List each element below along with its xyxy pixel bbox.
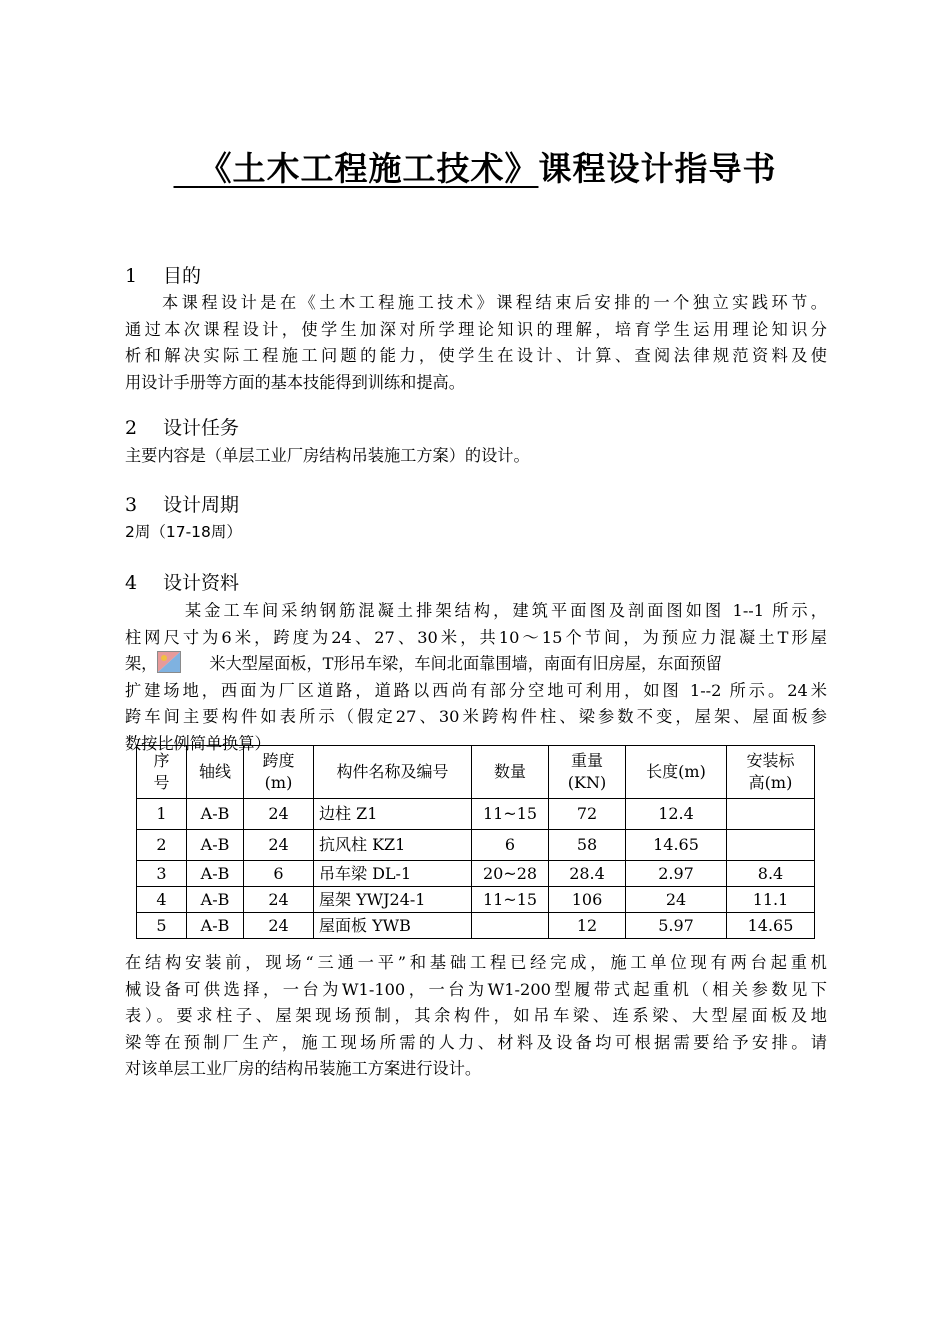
table-cell: 24 bbox=[244, 887, 314, 913]
table-cell: 24 bbox=[244, 913, 314, 939]
table-cell: 吊车梁 DL-1 bbox=[314, 861, 472, 887]
paragraph-line: 某金工车间采纳钢筋混凝土排架结构，建筑平面图及剖面图如图 1--1 所示， bbox=[185, 601, 827, 620]
section-heading-3: 3 设计周期 bbox=[125, 494, 240, 516]
paragraph-line: 柱网尺寸为6米，跨度为24、27、30米，共10～15个节间，为预应力混凝土T形屋 bbox=[125, 627, 827, 647]
table-cell: A-B bbox=[187, 799, 244, 830]
header-cell-span: 跨度 (m) bbox=[244, 746, 314, 799]
header-cell-component: 构件名称及编号 bbox=[314, 746, 472, 799]
paragraph-line: 析和解决实际工程施工问题的能力，使学生在设计、计算、查阅法律规范资料及使 bbox=[125, 346, 827, 366]
table-cell: 11.1 bbox=[727, 887, 815, 913]
section-3-text: 2周（17-18周） bbox=[125, 523, 242, 541]
table-row bbox=[137, 913, 815, 939]
table-cell: 11~15 bbox=[472, 799, 549, 830]
header-cell-weight: 重量 (KN) bbox=[549, 746, 626, 799]
table-cell: 20~28 bbox=[472, 861, 549, 887]
table-cell: 14.65 bbox=[626, 830, 727, 861]
table-cell bbox=[727, 830, 815, 861]
table-cell: A-B bbox=[187, 830, 244, 861]
section-heading-1: 1 目的 bbox=[125, 265, 202, 287]
table-cell: A-B bbox=[187, 861, 244, 887]
table-cell: 5 bbox=[137, 913, 187, 939]
paragraph-line-with-image: 架， 米大型屋面板，T形吊车梁，车间北面靠围墙，南面有旧房屋，东面预留 bbox=[125, 651, 827, 678]
table-cell: 24 bbox=[244, 799, 314, 830]
table-cell bbox=[727, 799, 815, 830]
table-cell: 12.4 bbox=[626, 799, 727, 830]
table-cell: 边柱 Z1 bbox=[314, 799, 472, 830]
section-4-after-table bbox=[125, 950, 827, 1083]
table-cell: 106 bbox=[549, 887, 626, 913]
table-cell: 14.65 bbox=[727, 913, 815, 939]
table-cell: 4 bbox=[137, 887, 187, 913]
table-cell: 24 bbox=[626, 887, 727, 913]
header-cell-elevation: 安装标 高(m) bbox=[727, 746, 815, 799]
paragraph-line: 梁等在预制厂生产，施工现场所需的人力、材料及设备均可根据需要给予安排。请 bbox=[125, 1032, 827, 1052]
table-cell: 58 bbox=[549, 830, 626, 861]
broken-image-icon bbox=[157, 651, 181, 673]
table-cell: 屋架 YWJ24-1 bbox=[314, 887, 472, 913]
section-heading-4: 4 设计资料 bbox=[125, 572, 240, 594]
table-cell: 6 bbox=[472, 830, 549, 861]
section-2-text: 主要内容是（单层工业厂房结构吊装施工方案）的设计。 bbox=[125, 446, 530, 465]
header-cell-length: 长度(m) bbox=[626, 746, 727, 799]
table-cell: 3 bbox=[137, 861, 187, 887]
document-title bbox=[0, 143, 950, 190]
table-cell: 屋面板 YWB bbox=[314, 913, 472, 939]
table-cell: 8.4 bbox=[727, 861, 815, 887]
title-underlined: 《土木工程施工技术》 bbox=[198, 149, 539, 188]
table-cell: 28.4 bbox=[549, 861, 626, 887]
table-cell: A-B bbox=[187, 887, 244, 913]
table-cell: 72 bbox=[549, 799, 626, 830]
table-cell: 1 bbox=[137, 799, 187, 830]
paragraph-line: 本课程设计是在《土木工程施工技术》课程结束后安排的一个独立实践环节。 bbox=[162, 293, 827, 312]
header-cell-quantity: 数量 bbox=[472, 746, 549, 799]
table-header-row bbox=[137, 746, 815, 799]
section-1-paragraph bbox=[125, 290, 827, 396]
table-cell bbox=[472, 913, 549, 939]
table-row bbox=[137, 861, 815, 887]
table-row bbox=[137, 830, 815, 861]
table-cell: 2 bbox=[137, 830, 187, 861]
table-row bbox=[137, 887, 815, 913]
table-cell: A-B bbox=[187, 913, 244, 939]
table-row bbox=[137, 799, 815, 830]
paragraph-line: 数按比例简单换算） bbox=[125, 733, 271, 753]
table-cell: 24 bbox=[244, 830, 314, 861]
section-heading-2: 2 设计任务 bbox=[125, 417, 240, 439]
section-4-paragraph bbox=[125, 598, 827, 758]
header-cell-index: 序 号 bbox=[137, 746, 187, 799]
paragraph-line: 通过本次课程设计，使学生加深对所学理论知识的理解，培育学生运用理论知识分 bbox=[125, 319, 827, 339]
component-table bbox=[136, 745, 815, 939]
paragraph-line: 用设计手册等方面的基本技能得到训练和提高。 bbox=[125, 372, 465, 392]
title-suffix: 课程设计指导书 bbox=[538, 149, 777, 188]
table-cell: 12 bbox=[549, 913, 626, 939]
paragraph-line: 械设备可供选择，一台为W1-100，一台为W1-200型履带式起重机（相关参数见下 bbox=[125, 979, 827, 999]
table-cell: 抗风柱 KZ1 bbox=[314, 830, 472, 861]
table-cell: 11~15 bbox=[472, 887, 549, 913]
header-cell-axis: 轴线 bbox=[187, 746, 244, 799]
table-cell: 2.97 bbox=[626, 861, 727, 887]
paragraph-line: 表）。要求柱子、屋架现场预制，其余构件，如吊车梁、连系梁、大型屋面板及地 bbox=[125, 1006, 827, 1026]
paragraph-line: 对该单层工业厂房的结构吊装施工方案进行设计。 bbox=[125, 1059, 482, 1079]
paragraph-line: 扩建场地，西面为厂区道路，道路以西尚有部分空地可利用，如图 1--2 所示。24米 bbox=[125, 680, 827, 700]
table-cell: 5.97 bbox=[626, 913, 727, 939]
table-cell: 6 bbox=[244, 861, 314, 887]
paragraph-line: 在结构安装前，现场“三通一平”和基础工程已经完成，施工单位现有两台起重机 bbox=[125, 953, 827, 972]
paragraph-line: 跨车间主要构件如表所示（假定27、30米跨构件柱、梁参数不变，屋架、屋面板参 bbox=[125, 707, 827, 727]
